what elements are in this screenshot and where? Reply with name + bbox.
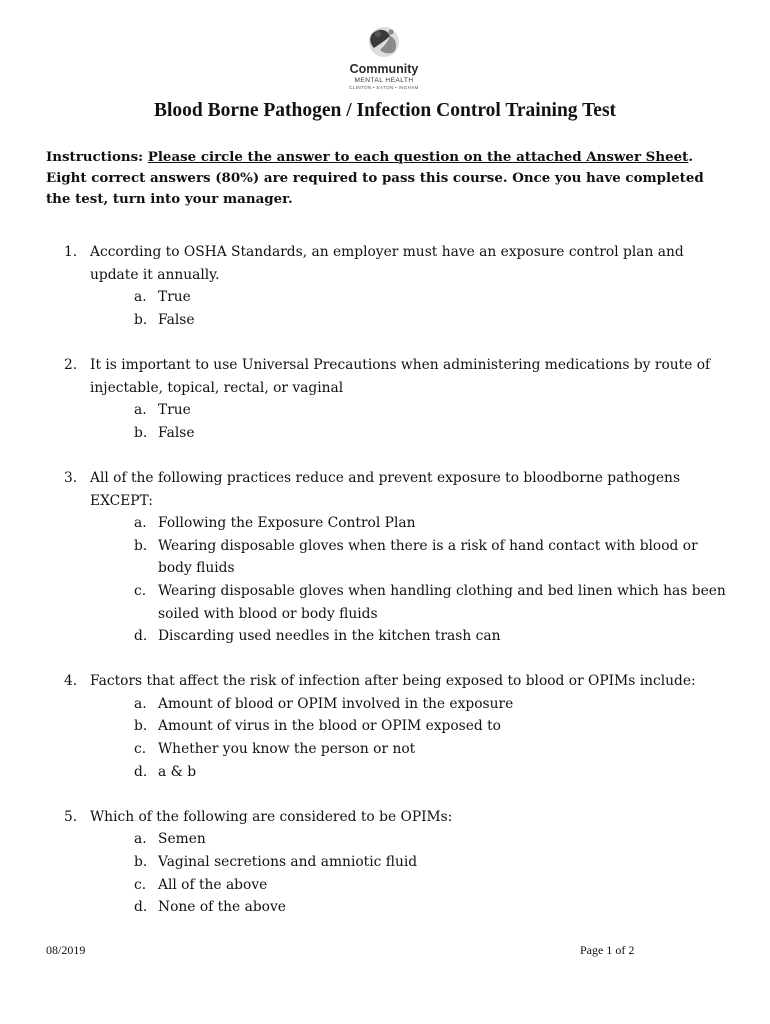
option-letter: b.: [134, 424, 148, 441]
option-letter: c.: [134, 582, 147, 599]
instructions: [46, 147, 728, 210]
option-letter: b.: [134, 311, 148, 328]
option-text: Discarding used needles in the kitchen trash can: [158, 628, 501, 645]
answer-option: [64, 851, 734, 874]
option-text: Vaginal secretions and amniotic fluid: [158, 854, 418, 871]
logo-counties: CLINTON • EATON • INGHAM: [349, 85, 419, 90]
option-letter: a.: [134, 695, 147, 712]
question-number: 1.: [64, 244, 78, 260]
instructions-label: Instructions:: [46, 149, 148, 165]
option-letter: d.: [134, 628, 148, 645]
option-text: False: [158, 424, 195, 441]
question-text: All of the following practices reduce and prevent exposure to bloodborne pathogens EXCEPT:: [90, 469, 681, 509]
option-text: Semen: [158, 831, 206, 848]
answer-option: [64, 625, 734, 648]
answer-option: [64, 896, 734, 919]
question-text: Factors that affect the risk of infection after being exposed to blood or OPIMs include:: [90, 673, 696, 690]
option-text: Wearing disposable gloves when there is a risk of hand contact with blood or body fluids: [158, 537, 698, 577]
option-text: True: [158, 289, 191, 306]
option-letter: b.: [134, 718, 148, 735]
answer-option: [64, 761, 734, 784]
option-letter: d.: [134, 899, 148, 916]
question-number: 3.: [64, 469, 78, 486]
question-text: Which of the following are considered to be OPIMs:: [90, 808, 453, 825]
question-2: [64, 354, 734, 444]
answer-option: [64, 512, 734, 535]
option-letter: a.: [134, 289, 147, 306]
question-list: [64, 241, 734, 941]
question-5: [64, 806, 734, 919]
option-letter: a.: [134, 402, 147, 419]
option-letter: c.: [134, 876, 147, 893]
answer-option: [64, 715, 734, 738]
answer-option: [64, 286, 734, 309]
answer-option: [64, 399, 734, 422]
option-letter: c.: [134, 741, 147, 758]
question-text: According to OSHA Standards, an employer must have an exposure control plan and update it annually.: [90, 244, 684, 283]
logo-name: Community: [349, 62, 419, 76]
option-letter: b.: [134, 854, 148, 871]
question-1: [64, 241, 734, 331]
logo-subtitle: MENTAL HEALTH: [354, 77, 414, 84]
answer-option: [64, 535, 734, 580]
option-letter: d.: [134, 763, 148, 780]
option-letter: a.: [134, 515, 147, 532]
footer-page-number: Page 1 of 2: [580, 943, 635, 957]
answer-option: [64, 738, 734, 761]
community-mental-health-logo: [336, 24, 432, 90]
option-text: True: [158, 402, 191, 419]
question-number: 5.: [64, 808, 78, 825]
option-text: Amount of virus in the blood or OPIM exposed to: [158, 718, 501, 735]
answer-option: [64, 874, 734, 897]
question-text: It is important to use Universal Precautions when administering medications by route of injectable, topical, rectal, or vaginal: [90, 356, 711, 396]
question-number: 2.: [64, 356, 78, 373]
answer-option: [64, 580, 734, 625]
option-text: False: [158, 311, 195, 328]
option-text: All of the above: [158, 876, 268, 893]
instructions-rest: . Eight correct answers (80%) are required to pass this course. Once you have completed the test, turn into your manager.: [46, 149, 704, 207]
page-title: Blood Borne Pathogen / Infection Control Training Test: [153, 100, 617, 121]
question-number: 4.: [64, 673, 78, 690]
question-4: [64, 670, 734, 783]
answer-option: [64, 422, 734, 445]
option-letter: b.: [134, 537, 148, 554]
footer-date: 08/2019: [46, 943, 86, 957]
answer-option: [64, 828, 734, 851]
question-3: [64, 467, 734, 648]
option-text: Amount of blood or OPIM involved in the exposure: [158, 695, 514, 712]
answer-option: [64, 693, 734, 716]
option-text: None of the above: [158, 899, 286, 916]
instructions-underlined: Please circle the answer to each question on the attached Answer Sheet: [147, 149, 689, 165]
option-text: Whether you know the person or not: [158, 741, 416, 758]
option-text: a & b: [158, 763, 197, 780]
option-text: Following the Exposure Control Plan: [158, 515, 416, 532]
logo-emblem-icon: [364, 24, 404, 60]
option-letter: a.: [134, 831, 147, 848]
option-text: Wearing disposable gloves when handling clothing and bed linen which has been soiled with blood or body fluids: [158, 582, 726, 622]
answer-option: [64, 309, 734, 332]
